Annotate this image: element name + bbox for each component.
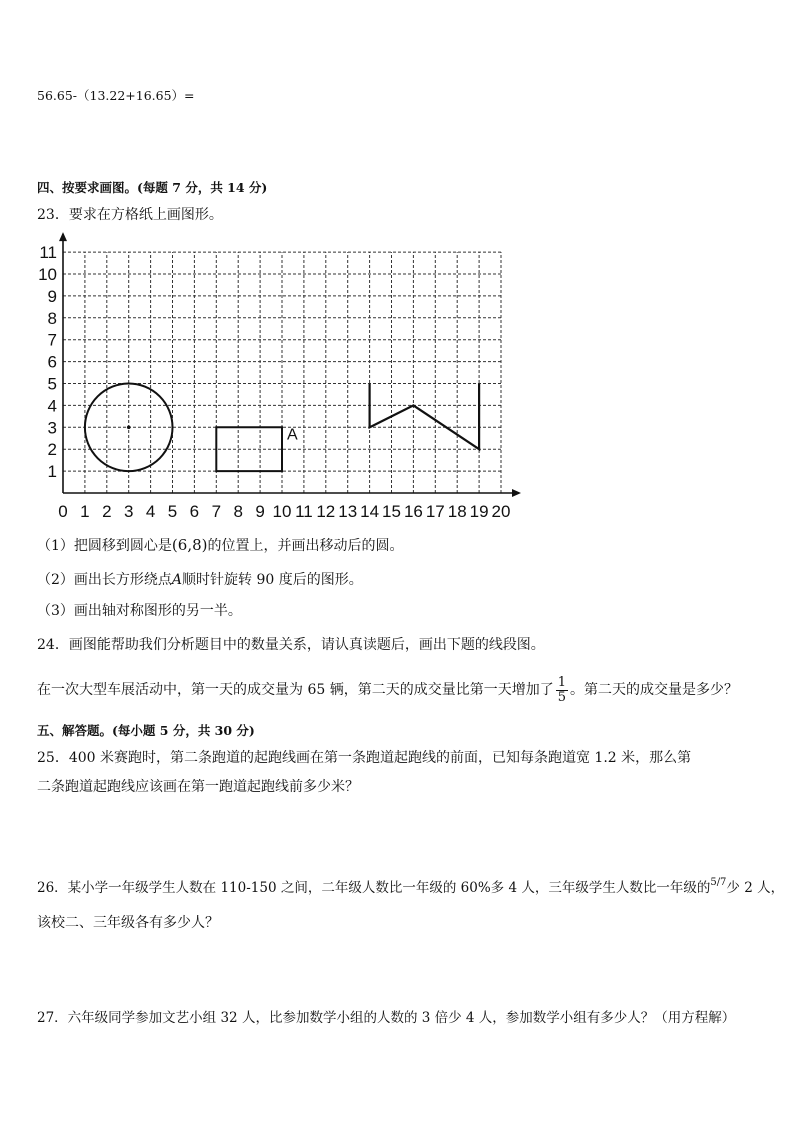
q27: 27．六年级同学参加文艺小组 32 人，比参加数学小组的人数的 3 倍少 4 人，参加数学小组有多少人？（用方程解） — [37, 1010, 736, 1026]
x-tick-label: 17 — [425, 502, 445, 521]
rectangle-point-label: A — [287, 426, 298, 444]
y-tick-label: 8 — [47, 308, 57, 328]
x-tick-label: 6 — [189, 502, 200, 521]
q23-sub1-post: 的位置上，并画出移动后的圆。 — [207, 538, 404, 554]
q24-frac-den: 5 — [557, 689, 566, 705]
y-tick-label: 7 — [47, 330, 57, 350]
x-tick-label: 10 — [272, 502, 292, 521]
x-tick-label: 16 — [403, 502, 423, 521]
q26-line1 — [37, 878, 784, 900]
q23-sub1-coord: (6,8) — [171, 536, 208, 554]
circle-center-dot — [127, 426, 131, 430]
q26-line1-pre: 26．某小学一年级学生人数在 110-150 之间，二年级人数比一年级的 60%多 4 人，三年级学生人数比一年级的 — [37, 880, 711, 896]
y-tick-label: 3 — [47, 418, 57, 438]
q26-line2: 该校二、三年级各有多少人？ — [37, 915, 219, 931]
y-tick-label: 10 — [38, 265, 57, 284]
x-tick-label: 5 — [167, 502, 178, 521]
q24-problem-post: 。第二天的成交量是多少？ — [570, 682, 738, 698]
q25-line1: 25．400 米赛跑时，第二条跑道的起跑线画在第一条跑道起跑线的前面，已知每条跑道宽 1.2 米，那么第 — [37, 750, 692, 766]
q23-sub2-point: A — [171, 572, 183, 588]
q24-problem-pre: 在一次大型车展活动中，第一天的成交量为 65 辆，第二天的成交量比第一天增加了 — [37, 682, 554, 698]
x-tick-label: 2 — [102, 502, 112, 521]
q23-stem: 23．要求在方格纸上画图形。 — [37, 207, 223, 223]
x-tick-label: 7 — [211, 502, 222, 521]
x-tick-label: 15 — [382, 502, 401, 521]
x-tick-label: 8 — [233, 502, 243, 521]
expression-line: 56.65-（13.22+16.65）= — [37, 88, 195, 103]
q25-line2: 二条跑道起跑线应该画在第一跑道起跑线前多少米？ — [37, 779, 359, 795]
section5-header: 五、解答题。(每小题 5 分，共 30 分) — [37, 723, 255, 738]
x-tick-label: 1 — [80, 502, 90, 521]
y-tick-label: 4 — [47, 396, 57, 416]
x-tick-label: 19 — [469, 502, 489, 521]
y-tick-label: 6 — [47, 352, 57, 372]
symmetric-half-polyline — [370, 384, 480, 450]
x-tick-label: 14 — [360, 502, 380, 521]
q23-sub2-pre: （2）画出长方形绕点 — [37, 572, 172, 588]
x-axis-arrow — [512, 489, 521, 497]
y-tick-label: 2 — [47, 440, 57, 460]
x-tick-label: 3 — [123, 502, 134, 521]
q24-fraction — [556, 676, 568, 705]
y-tick-label: 11 — [39, 243, 57, 263]
q24-stem: 24．画图能帮助我们分析题目中的数量关系，请认真读题后，画出下题的线段图。 — [37, 637, 545, 653]
x-tick-label: 0 — [58, 502, 68, 521]
q23-sub1 — [37, 535, 403, 556]
q23-sub2-post: 顺时针旋转 90 度后的图形。 — [182, 572, 363, 588]
x-tick-label: 13 — [338, 502, 358, 521]
q26-fraction: 5/7 — [710, 877, 727, 888]
y-tick-label: 1 — [47, 462, 57, 482]
x-tick-label: 18 — [447, 502, 467, 521]
q24-problem — [37, 672, 738, 708]
x-tick-label: 12 — [316, 502, 336, 521]
x-tick-label: 11 — [295, 502, 313, 521]
q23-sub3: （3）画出轴对称图形的另一半。 — [37, 603, 242, 619]
x-tick-label: 4 — [145, 502, 156, 521]
x-tick-label: 9 — [255, 502, 265, 521]
y-tick-label: 9 — [47, 286, 57, 306]
q23-sub2 — [37, 570, 363, 590]
q24-frac-num: 1 — [557, 674, 566, 690]
q26-line1-post: 少 2 人， — [726, 880, 785, 896]
x-tick-label: 20 — [491, 502, 511, 521]
y-tick-label: 5 — [47, 374, 57, 394]
section4-header: 四、按要求画图。(每题 7 分，共 14 分) — [37, 180, 268, 195]
grid-figure — [30, 228, 511, 521]
y-axis-arrow — [59, 232, 67, 241]
q23-sub1-pre: （1）把圆移到圆心是 — [37, 538, 172, 554]
